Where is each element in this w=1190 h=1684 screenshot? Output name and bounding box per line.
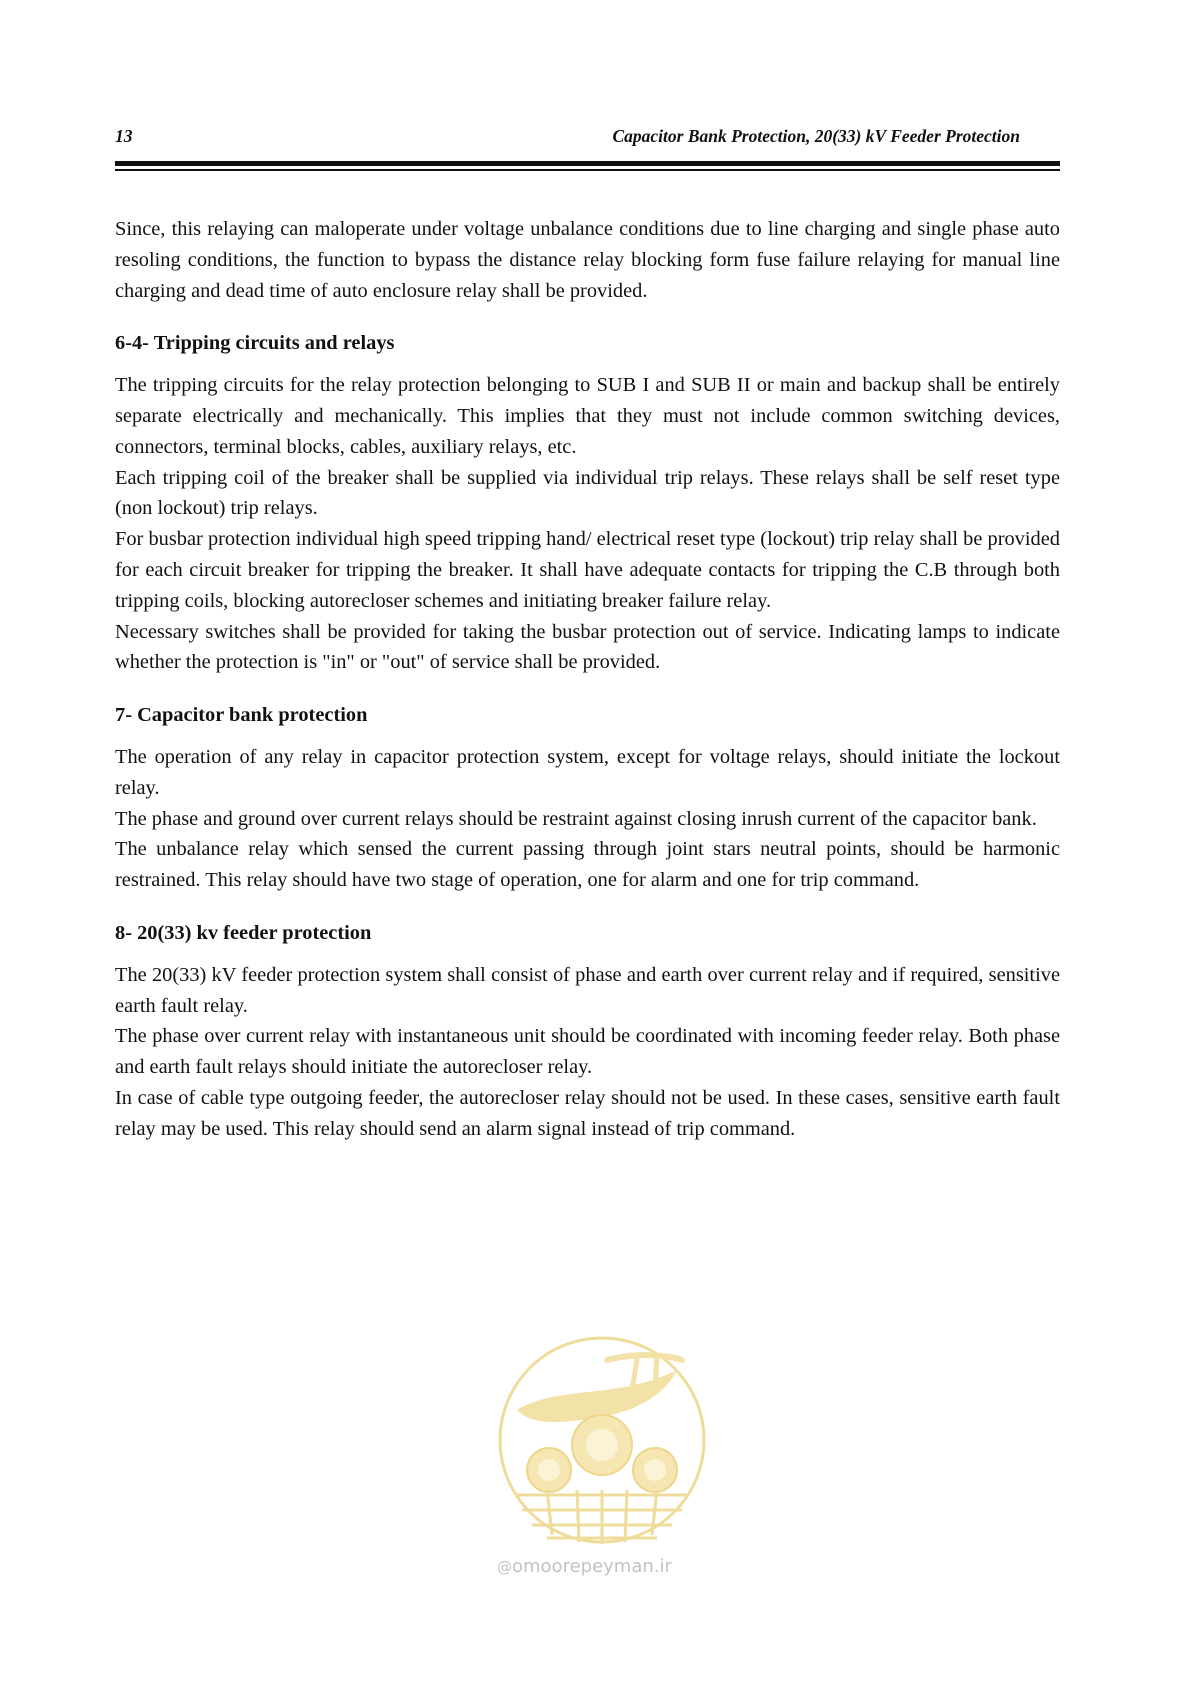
at-icon: @	[497, 1558, 512, 1576]
running-header	[115, 126, 1060, 150]
paragraph: For busbar protection individual high speed tripping hand/ electrical reset type (lockout) trip relay shall be provided for each circuit breaker for tripping the breaker. It shall have adequate contacts for tripping the C.B through both tripping coils, blocking autorecloser schemes and initiating breaker failure relay.	[115, 528, 1060, 612]
paragraph: Each tripping coil of the breaker shall be supplied via individual trip relays. These relays shall be self reset type (non lockout) trip relays.	[115, 466, 1060, 520]
paragraph: The phase and ground over current relays should be restraint against closing inrush current of the capacitor bank.	[115, 807, 1037, 830]
watermark-logo	[487, 1330, 717, 1580]
body-text	[115, 214, 1060, 1145]
paragraph: In case of cable type outgoing feeder, the autorecloser relay should not be used. In these cases, sensitive earth fault relay may be used. This relay should send an alarm signal instead of trip command.	[115, 1086, 1060, 1140]
paragraph: Necessary switches shall be provided for taking the busbar protection out of service. Indicating lamps to indicate whether the protection is "in" or "out" of service shall be provided.	[115, 620, 1060, 674]
watermark-url: @omoorepeyman.ir	[497, 1556, 672, 1577]
header-rule-thick	[115, 161, 1060, 166]
paragraph: The 20(33) kV feeder protection system shall consist of phase and earth over current relay and if required, sensitive earth fault relay.	[115, 963, 1060, 1017]
paragraph: The unbalance relay which sensed the current passing through joint stars neutral points, should be harmonic restrained. This relay should have two stage of operation, one for alarm and one for trip command.	[115, 838, 1060, 892]
header-rule-thin	[115, 169, 1060, 171]
paragraph: The phase over current relay with instantaneous unit should be coordinated with incoming feeder relay. Both phase and earth fault relays should initiate the autorecloser relay.	[115, 1025, 1060, 1079]
paragraph: Since, this relaying can maloperate under voltage unbalance conditions due to line charging and single phase auto resoling conditions, the function to bypass the distance relay blocking form fuse failure relaying for manual line charging and dead time of auto enclosure relay shall be provided.	[115, 218, 1060, 302]
paragraph: The tripping circuits for the relay protection belonging to SUB I and SUB II or main and backup shall be entirely separate electrically and mechanically. This implies that they must not include common switching devices, connectors, terminal blocks, cables, auxiliary relays, etc.	[115, 374, 1060, 458]
running-title: Capacitor Bank Protection, 20(33) kV Feeder Protection	[612, 126, 1020, 146]
section-heading: 8- 20(33) kv feeder protection	[115, 921, 372, 944]
section-heading: 6-4- Tripping circuits and relays	[115, 332, 395, 355]
section-heading: 7- Capacitor bank protection	[115, 704, 368, 727]
paragraph: The operation of any relay in capacitor protection system, except for voltage relays, should initiate the lockout relay.	[115, 745, 1060, 799]
page-number: 13	[115, 126, 133, 146]
